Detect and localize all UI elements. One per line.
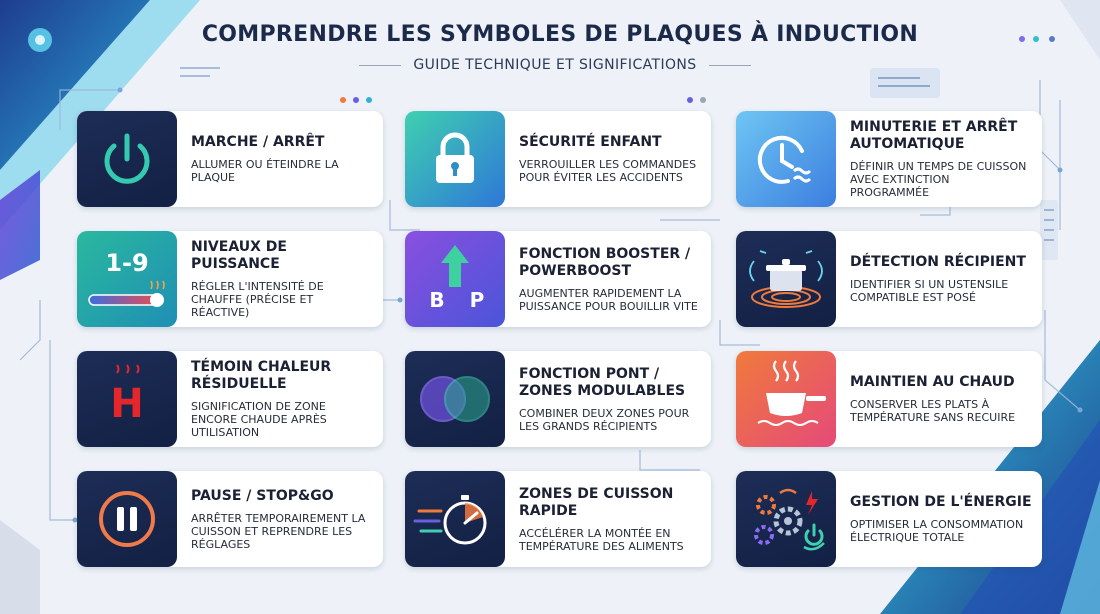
card-title: NIVEAUX DE PUISSANCE [191, 239, 287, 272]
booster-glyph-left: B [429, 288, 445, 312]
booster-glyph-right: P [469, 288, 485, 312]
card-description: VERROUILLER LES COMMANDES POUR ÉVITER LES ACCIDENTS [519, 158, 697, 184]
card-title: SÉCURITÉ ENFANT [519, 134, 662, 150]
card-timer [736, 111, 1042, 207]
card-description: SIGNIFICATION DE ZONE ENCORE CHAUDE APRÈS UTILISATION [191, 400, 327, 439]
page-subtitle: GUIDE TECHNIQUE ET SIGNIFICATIONS [413, 57, 697, 73]
fast-cooking-icon [405, 471, 505, 567]
bridge-zones-icon [405, 351, 505, 447]
card-title: ZONES DE CUISSON RAPIDE [519, 485, 674, 519]
card-description: IDENTIFIER SI UN USTENSILE COMPATIBLE EST POSÉ [850, 278, 1009, 304]
card-power [77, 111, 383, 207]
subtitle-divider-right [709, 65, 751, 66]
card-description: DÉFINIR UN TEMPS DE CUISSON AVEC EXTINCTION PROGRAMMÉE [850, 160, 1027, 199]
card-description: OPTIMISER LA CONSOMMATION ÉLECTRIQUE TOTALE [850, 518, 1024, 544]
card-description: ACCÉLÉRER LA MONTÉE EN TEMPÉRATURE DES ALIMENTS [519, 526, 684, 553]
card-description: CONSERVER LES PLATS À TEMPÉRATURE SANS RECUIRE [850, 398, 1016, 424]
booster-icon [405, 231, 505, 327]
pause-icon [77, 471, 177, 567]
card-keep-warm [736, 351, 1042, 447]
page-title: COMPRENDRE LES SYMBOLES DE PLAQUES À INDUCTION [201, 22, 919, 47]
card-title: GESTION DE L'ÉNERGIE [850, 494, 1032, 510]
card-title: MAINTIEN AU CHAUD [850, 374, 1015, 390]
keep-warm-icon [736, 351, 836, 447]
card-title: FONCTION BOOSTER / POWERBOOST [519, 245, 691, 279]
card-bridge-zones [405, 351, 711, 447]
card-booster [405, 231, 711, 327]
card-description: AUGMENTER RAPIDEMENT LA PUISSANCE POUR BOUILLIR VITE [519, 286, 698, 313]
card-title: PAUSE / STOP&GO [191, 487, 334, 504]
card-description: ALLUMER OU ÉTEINDRE LA PLAQUE [191, 158, 339, 184]
card-title: FONCTION PONT / ZONES MODULABLES [519, 365, 686, 399]
card-title: TÉMOIN CHALEUR RÉSIDUELLE [191, 359, 332, 392]
subtitle-row [10, 57, 1100, 73]
card-child-lock [405, 111, 711, 207]
power-level-icon [77, 231, 177, 327]
timer-icon [736, 111, 836, 207]
residual-heat-glyph: H [110, 381, 144, 427]
card-energy-management [736, 471, 1042, 567]
lock-icon [405, 111, 505, 207]
pan-detection-icon [736, 231, 836, 327]
card-pan-detection [736, 231, 1042, 327]
card-description: ARRÊTER TEMPORAIREMENT LA CUISSON ET REPRENDRE LES RÉGLAGES [191, 511, 366, 551]
energy-management-icon [736, 471, 836, 567]
header [0, 22, 1100, 73]
card-title: MINUTERIE ET ARRÊT AUTOMATIQUE [850, 119, 1018, 152]
card-description: COMBINER DEUX ZONES POUR LES GRANDS RÉCIPIENTS [519, 406, 690, 433]
card-description: RÉGLER L'INTENSITÉ DE CHAUFFE (PRÉCISE ET RÉACTIVE) [191, 280, 324, 319]
residual-heat-icon [77, 351, 177, 447]
card-title: DÉTECTION RÉCIPIENT [850, 254, 1026, 270]
card-pause [77, 471, 383, 567]
card-residual-heat [77, 351, 383, 447]
card-title: MARCHE / ARRÊT [191, 134, 325, 150]
power-level-glyph: 1-9 [105, 249, 149, 277]
card-power-levels [77, 231, 383, 327]
card-fast-cooking [405, 471, 711, 567]
power-icon [77, 111, 177, 207]
subtitle-divider-left [359, 65, 401, 66]
